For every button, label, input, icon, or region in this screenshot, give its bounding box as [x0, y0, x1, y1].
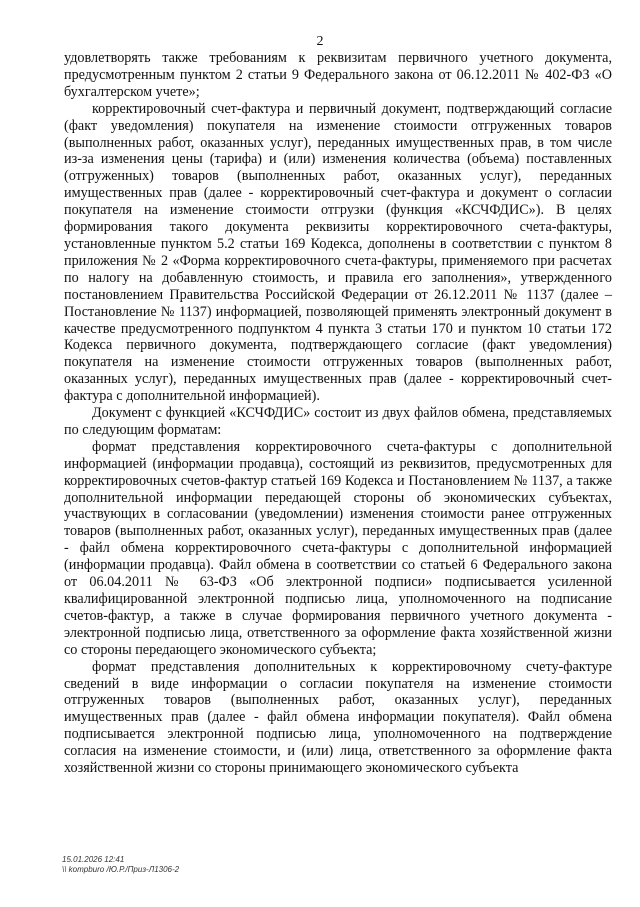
paragraph: Документ с функцией «КСЧФДИС» состоит из двух файлов обмена, представляемых по следующим форматам:: [64, 405, 612, 438]
footer-timestamp: 15.01.2026 12:41: [62, 855, 125, 864]
document-footer: [62, 855, 179, 875]
footer-file-path: \\ kompburo /Ю.Р./Приз-Л1306-2: [62, 865, 180, 874]
paragraph: корректировочный счет-фактура и первичный документ, подтверждающий согласие (факт уведомления) покупателя на изменение стоимости отгруженных товаров (выполненных работ, оказанных услуг), переданных имущественных прав, в том числе из-за изменения цены (тарифа) и (или) изменения количества (объема) поставленных (отгруженных) товаров (выполненных работ, оказанных услуг), переданных имущественных прав (далее - корректировочный счет-фактура и документ о согласии покупателя на изменение стоимости отгрузки (функция «КСЧФДИС»). В целях формирования такого документа реквизиты корректировочного счета-фактуры, установленные пунктом 5.2 статьи 169 Кодекса, дополнены в соответствии с пунктом 8 приложения № 2 «Форма корректировочного счета-фактуры, применяемого при расчетах по налогу на добавленную стоимость, и правила его заполнения», утвержденного постановлением Правительства Российской Федерации от 26.12.2011 № 1137 (далее – Постановление № 1137) информацией, позволяющей применять электронный документ в качестве предусмотренного подпунктом 4 пункта 3 статьи 170 и пунктом 10 статьи 172 Кодекса первичного документа, подтверждающего согласие (факт уведомления) покупателя на изменение стоимости отгруженных товаров (выполненных работ, оказанных услуг), переданных имущественных прав (далее - корректировочный счет-фактура с дополнительной информацией).: [64, 100, 612, 405]
page-number: 2: [316, 34, 324, 49]
paragraph: удовлетворять также требованиям к реквизитам первичного учетного документа, предусмотренным пунктом 2 статьи 9 Федерального закона от 06.12.2011 № 402-ФЗ «О бухгалтерском учете»;: [64, 50, 612, 100]
document-body: [64, 50, 612, 777]
paragraph: формат представления корректировочного счета-фактуры с дополнительной информацией (информации продавца), состоящий из реквизитов, предусмотренных для корректировочных счетов-фактур статьей 169 Кодекса и Постановлением № 1137, а также дополнительной информации передающей стороны об экономических субъектах, участвующих в согласовании (уведомлении) изменения стоимости ранее отгруженных товаров (выполненных работ, оказанных услуг), переданных имущественных прав (далее - файл обмена корректировочного счета-фактуры с дополнительной информацией (информации продавца). Файл обмена в соответствии со статьей 6 Федерального закона от 06.04.2011 № 63-ФЗ «Об электронной подписи» подписывается усиленной квалифицированной электронной подписью лица, уполномоченного на подписание счетов-фактур, а также в случае формирования первичного учетного документа - электронной подписью лица, ответственного за оформление факта хозяйственной жизни со стороны передающего экономического субъекта;: [64, 438, 612, 658]
paragraph: формат представления дополнительных к корректировочному счету-фактуре сведений в виде информации о согласии покупателя на изменение стоимости отгруженных товаров (выполненных работ, оказанных услуг), переданных имущественных прав (далее - файл обмена информации покупателя). Файл обмена подписывается электронной подписью лица, уполномоченного на подтверждение согласия на изменение стоимости, и (или) лица, ответственного за оформление факта хозяйственной жизни со стороны принимающего экономического субъекта: [64, 658, 612, 777]
